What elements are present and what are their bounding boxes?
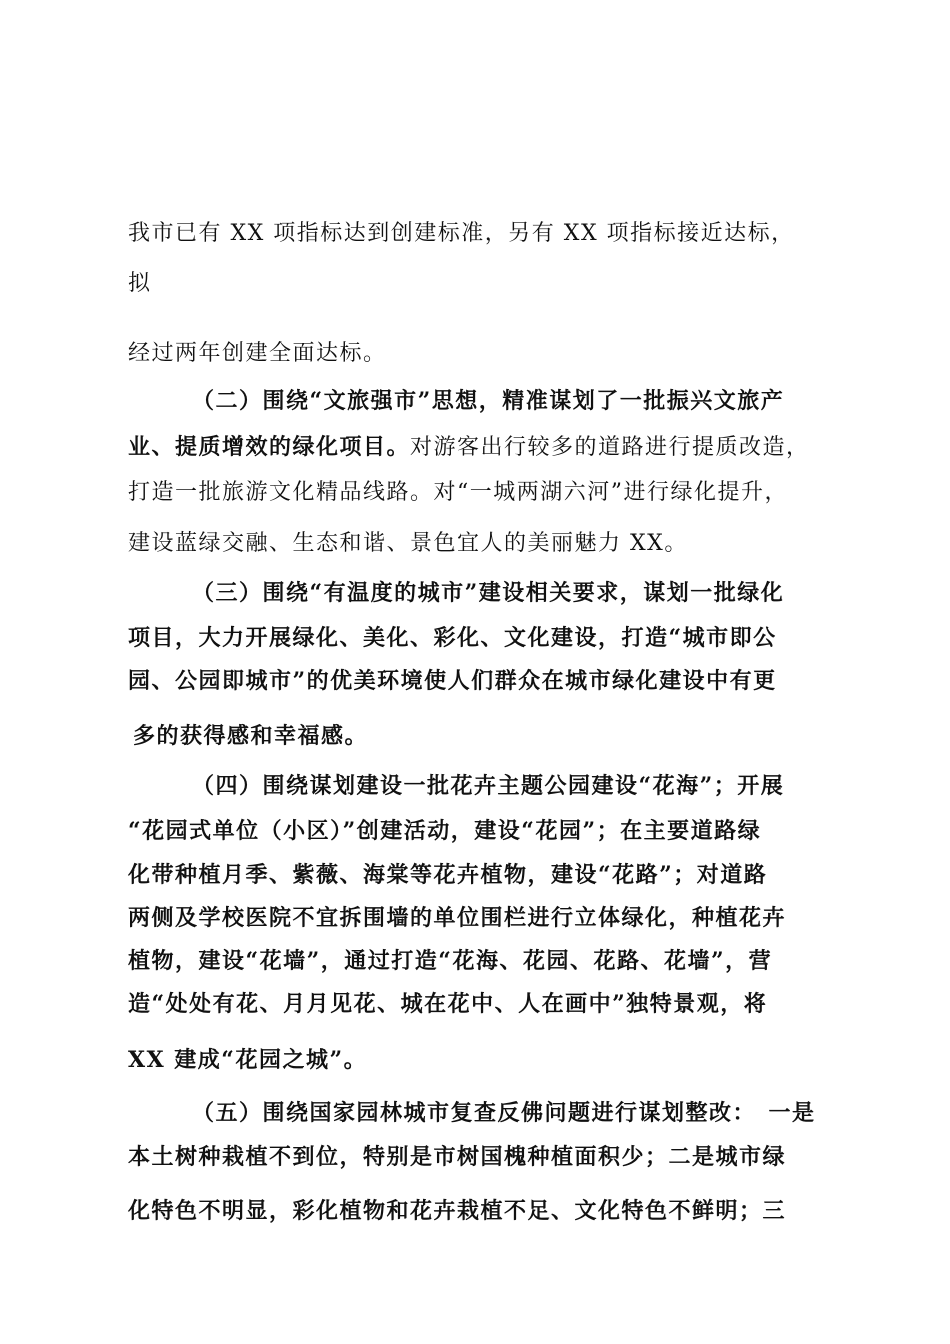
- text-line: 拟: [128, 271, 152, 296]
- section-heading: （四）围绕谋划建设一批花卉主题公园建设“花海”；开展: [192, 773, 785, 799]
- text-line: 化特色不明显，彩化植物和花卉栽植不足、文化特色不鲜明；三: [128, 1198, 787, 1224]
- section-heading: （五）围绕国家园林城市复查反佛问题进行谋划整改： 一是: [192, 1100, 816, 1126]
- text-line: 植物，建设“花墙”，通过打造“花海、花园、花路、花墙”，营: [128, 948, 773, 974]
- text-line: 化带种植月季、紫薇、海棠等花卉植物，建设“花路”；对道路: [128, 862, 768, 888]
- section-heading: （二）围绕“文旅强市”思想，精准谋划了一批振兴文旅产: [192, 388, 785, 414]
- text-line: 园、公园即城市”的优美环境使人们群众在城市绿化建设中有更: [128, 668, 777, 694]
- text-line: 项目，大力开展绿化、美化、彩化、文化建设，打造“城市即公: [128, 625, 777, 651]
- text-line: [128, 430, 810, 461]
- text-line: 经过两年创建全面达标。: [128, 341, 387, 366]
- text-line: 建设蓝绿交融、生态和谐、景色宜人的美丽魅力 XX。: [128, 531, 688, 556]
- text-line: 打造一批旅游文化精品线路。对“一城两湖六河”进行绿化提升，: [128, 480, 788, 505]
- text-line: “花园式单位（小区）”创建活动，建设“花园”；在主要道路绿: [128, 818, 762, 844]
- text-line: XX 建成“花园之城”。: [128, 1047, 368, 1073]
- section-heading-continued: 业、提质增效的绿化项目。: [128, 434, 411, 460]
- section-heading: （三）围绕“有温度的城市”建设相关要求，谋划一批绿化: [192, 580, 785, 606]
- text-line: 两侧及学校医院不宜拆围墙的单位围栏进行立体绿化，种植花卉: [128, 905, 787, 931]
- text-span: 对游客出行较多的道路进行提质改造，: [410, 435, 810, 460]
- text-line: 造“处处有花、月月见花、城在花中、人在画中”独特景观，将: [128, 991, 768, 1017]
- text-line: 本土树种栽植不到位，特别是市树国槐种植面积少；二是城市绿: [128, 1144, 787, 1170]
- text-line: 多的获得感和幸福感。: [133, 723, 369, 749]
- text-line: 我市已有 XX 项指标达到创建标准，另有 XX 项指标接近达标，: [128, 221, 795, 246]
